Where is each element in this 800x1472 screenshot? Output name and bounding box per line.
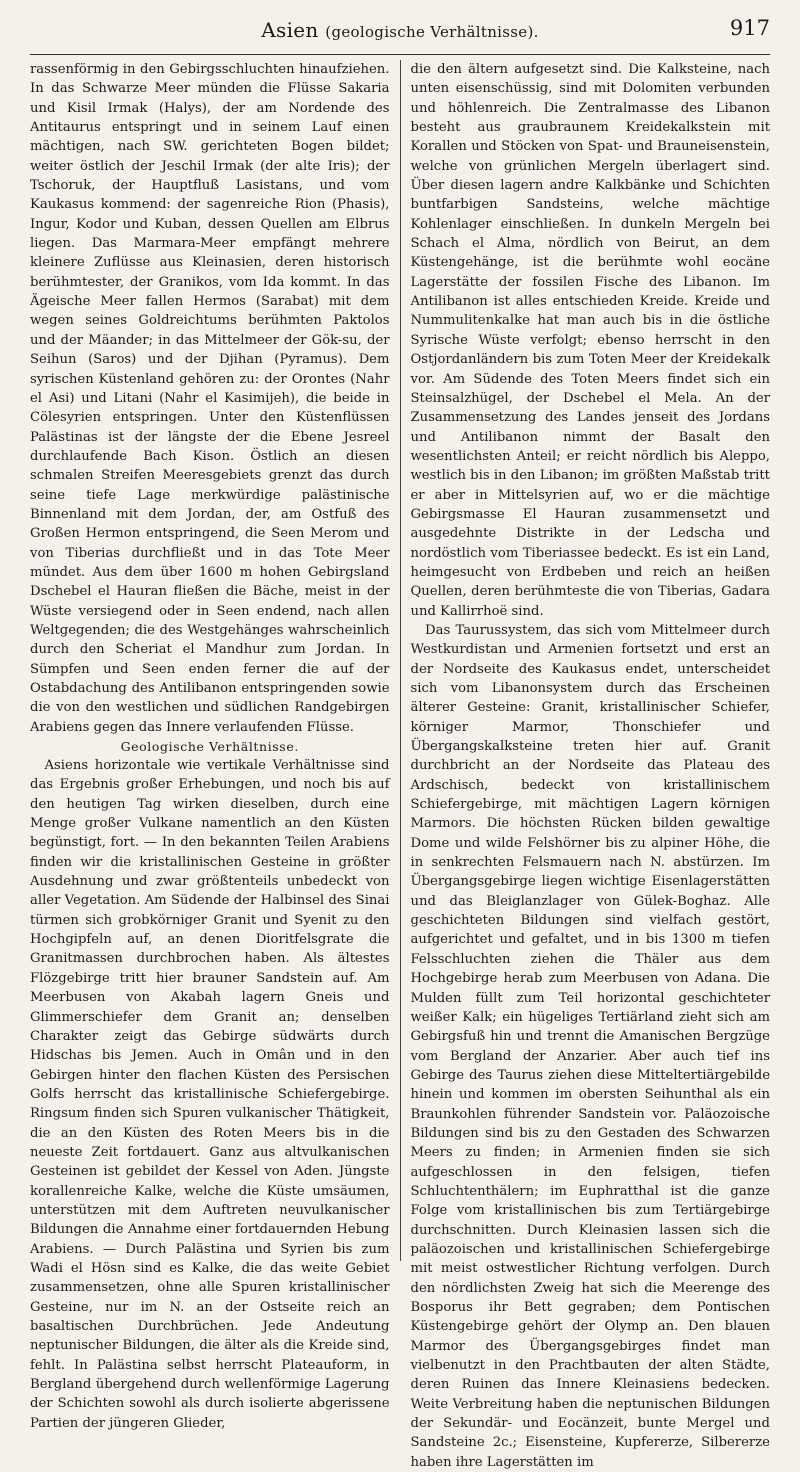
paragraph: Asiens horizontale wie vertikale Verhältnisse sind das Ergebnis großer Erhebungen, und noch bis auf den heutigen Tag wirken dieselben, durch eine Menge großer Vulkane namentlich an den Küsten begünstigt, fort. — In den bekannten Teilen Arabiens finden wir die kristallinischen Gesteine in größter Ausdehnung und zwar größtenteils unbedeckt von aller Vegetation. Am Südende der Halbinsel des Sinai türmen sich grobkörniger Granit und Syenit zu den Hochgipfeln auf, an denen Dioritfelsgrate die Granitmassen durchbrochen haben. Als ältestes Flözgebirge tritt hier brauner Sandstein auf. Am Meerbusen von Akabah lagern Gneis und Glimmerschiefer dem Granit an; denselben Charakter zeigt das Gebirge südwärts durch Hidschas bis Jemen. Auch in Omân und in den Gebirgen hinter den flachen Küsten des Persischen Golfs herrscht das kristallinische Schiefergebirge. Ringsum finden sich Spuren vulkanischer Thätigkeit, die an den Küsten des Roten Meers bis in die neueste Zeit fortdauert. Ganz aus altvulkanischen Gesteinen ist gebildet der Kessel von Aden. Jüngste korallenreiche Kalke, welche die Küste umsäumen, unterstützen mit dem Auftreten neuvulkanischer Bildungen die Annahme einer fortdauernden Hebung Arabiens. — Durch Palästina und Syrien bis zum Wadi el Hösn sind es Kalke, die das weite Gebiet zusammensetzen, ohne alle Spuren kristallinischer Gesteine, nur im N. an der Ostseite reich an basaltischen Durchbrüchen. Jede Andeutung neptunischer Bildungen, die älter als die Kreide sind, fehlt. In Palästina selbst herrscht Plateauform, in Bergland übergehend durch wellenförmige Lagerung der Schichten sowohl als durch isolierte abgerissene Partien der jüngeren Glieder, xyxy=(30,758,390,1431)
paragraph: die den ältern aufgesetzt sind. Die Kalksteine, nach unten eisenschüssig, sind mit Dolomiten verbunden und höhlenreich. Die Zentralmasse des Libanon besteht aus graubraunem Kreidekalkstein mit Korallen und Stöcken von Spat- und Brauneisenstein, welche von grünlichen Mergeln überlagert sind. Über diesen lagern andre Kalkbänke und Schichten buntfarbigen Sandsteins, welche mächtige Kohlenlager einschließen. In dunkeln Mergeln bei Schach el Alma, nördlich von Beirut, an dem Küstengehänge, ist die berühmte wohl eocäne Lagerstätte der fossilen Fische des Libanon. Im Antilibanon ist alles entschieden Kreide. Kreide und Nummulitenkalke hat man auch bis in die östliche Syrische Wüste verfolgt; ebenso herrscht in den Ostjordanländern bis zum Toten Meer der Kreidekalk vor. Am Südende des Toten Meers findet sich ein Steinsalzhügel, der Dschebel el Mela. An der Zusammensetzung des Landes jenseit des Jordans und Antilibanon nimmt der Basalt den wesentlichsten Anteil; er reicht nördlich bis Aleppo, westlich bis in den Libanon; im größten Maßstab tritt er aber in Mittelsyrien auf, wo er die mächtige Gebirgsmasse El Hauran zusammensetzt und ausgedehnte Distrikte in der Ledscha und nordöstlich vom Tiberiassee bedeckt. Es ist ein Land, heimgesucht von Erdbeben und reich an heißen Quellen, deren berühmteste die von Tiberias, Gadara und Kallirrhoë sind. xyxy=(410,62,770,619)
left-column xyxy=(30,60,390,1431)
column-divider xyxy=(400,60,401,1261)
text-columns xyxy=(30,60,770,1470)
page-header xyxy=(30,10,770,50)
right-column xyxy=(410,60,771,1470)
running-title xyxy=(261,18,538,42)
paragraph: rassenförmig in den Gebirgsschluchten hinaufziehen. In das Schwarze Meer münden die Flüsse Sakaria und Kisil Irmak (Halys), der am Nordende des Antitaurus entspringt und in seinem Lauf einen mächtigen, nach SW. gerichteten Bogen bildet; weiter östlich der Jeschil Irmak (der alte Iris); der Tschoruk, der Hauptfluß Lasistans, und vom Kaukasus kommend: der sagenreiche Rion (Phasis), Ingur, Kodor und Kuban, dessen Quellen am Elbrus liegen. Das Marmara-Meer empfängt mehrere kleinere Zuflüsse aus Kleinasien, deren historisch berühmtester, der Granikos, vom Ida kommt. In das Ägeische Meer fallen Hermos (Sarabat) mit dem wegen seines Goldreichtums berühmten Paktolos und der Mäander; in das Mittelmeer der Gök-su, der Seihun (Saros) und der Djihan (Pyramus). Dem syrischen Küstenland gehören zu: der Orontes (Nahr el Asi) und Litani (Nahr el Kasimijeh), die beide in Cölesyrien entspringen. Unter den Küstenflüssen Palästinas ist der längste der die Ebene Jesreel durchlaufende Bach Kison. Östlich an diesen schmalen Streifen Meeresgebiets grenzt das durch seine tiefe Lage merkwürdige palästinische Binnenland mit dem Jordan, der, am Ostfuß des Großen Hermon entspringend, die Seen Merom und von Tiberias durchfließt und in das Tote Meer mündet. Aus dem über 1600 m hohen Gebirgsland Dschebel el Hauran fließen die Bäche, meist in der Wüste versiegend oder in Seen endend, nach allen Weltgegenden; die des Westgehänges wahrscheinlich durch den Scheriat el Mandhur zum Jordan. In Sümpfen und Seen enden ferner die auf der Ostabdachung des Antilibanon entspringenden sowie die von den westlichen und südlichen Randgebirgen Arabiens gegen das Innere verlaufenden Flüsse. xyxy=(30,62,390,735)
header-rule xyxy=(30,54,770,55)
section-heading: Geologische Verhältnisse. xyxy=(120,739,299,755)
running-title-sub: (geologische Verhältnisse). xyxy=(325,23,539,41)
paragraph: Das Taurussystem, das sich vom Mittelmeer durch Westkurdistan und Armenien fortsetzt und erst an der Nordseite des Kaukasus endet, unterscheidet sich vom Libanonsystem durch das Erscheinen älterer Gesteine: Granit, kristallinischer Schiefer, körniger Marmor, Thonschiefer und Übergangskalksteine treten hier auf. Granit durchbricht an der Nordseite das Plateau des Ardschisch, bedeckt von kristallinischem Schiefergebirge, mit mächtigen Lagern körnigen Marmors. Die höchsten Rücken bilden gewaltige Dome und wilde Felshörner bis zu alpiner Höhe, die in senkrechten Felsmauern nach N. abstürzen. Im Übergangsgebirge liegen wichtige Eisenlagerstätten und das Bleiglanzlager von Gülek-Boghaz. Alle geschichteten Bildungen sind vielfach gestört, aufgerichtet und gefaltet, und in bis 1300 m tiefen Felsschluchten ziehen die Thäler aus dem Hochgebirge herab zum Meerbusen von Adana. Die Mulden füllt zum Teil horizontal geschichteter weißer Kalk; ein hügeliges Tertiärland zieht sich am Gebirgsfuß hin und trennt die Amanischen Bergzüge vom Bergland der Anzarier. Aber auch tief ins Gebirge des Taurus ziehen diese Mitteltertiärgebilde hinein und kommen im obersten Seihunthal als ein Braunkohlen führender Sandstein vor. Paläozoische Bildungen sind bis zu den Gestaden des Schwarzen Meers zu finden; in Armenien finden sie sich aufgeschlossen in den felsigen, tiefen Schluchtenthälern; im Euphratthal ist die ganze Folge vom kristallinischen bis zum Tertiärgebirge durchschnitten. Durch Kleinasien lassen sich die paläozoischen und kristallinischen Schiefergebirge mit meist ostwestlicher Richtung verfolgen. Durch den nördlichsten Zweig hat sich die Meerenge des Bosporus ihr Bett gegraben; dem Pontischen Küstengebirge gehört der Olymp an. Den blauen Marmor des Übergangsgebirges findet man vielbenutzt in den Prachtbauten der alten Städte, deren Ruinen das Innere Kleinasiens bedecken. Weite Verbreitung haben die neptunischen Bildungen der Sekundär- und Eocänzeit, bunte Mergel und Sandsteine 2c.; Eisensteine, Kupfererze, Silbererze haben ihre Lagerstätten im xyxy=(410,622,770,1470)
page-number: 917 xyxy=(729,16,770,40)
running-title-main: Asien xyxy=(261,18,319,42)
